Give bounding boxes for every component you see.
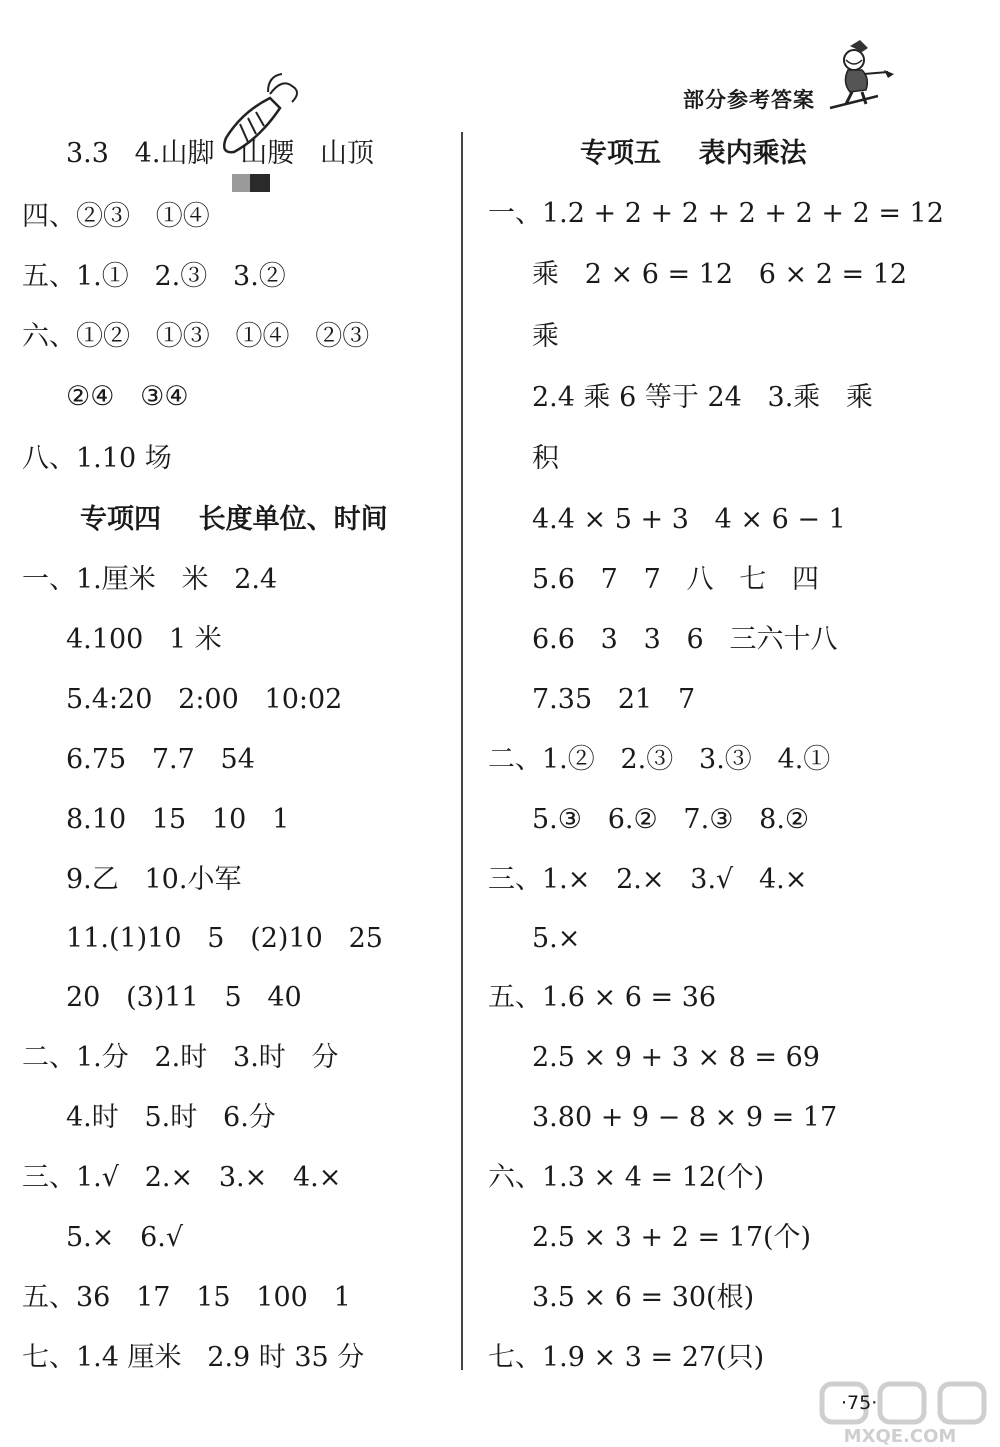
answer-line: 6.75 7.7 54 [66,744,255,775]
column-divider [461,132,463,1370]
page-header-title: 部分参考答案 [683,88,815,112]
answer-line: 11.(1)10 5 (2)10 25 [66,923,383,954]
answer-line: 2.5 × 9 + 3 × 8 = 69 [532,1042,820,1073]
answer-line: 乘 2 × 6 = 12 6 × 2 = 12 [532,259,908,290]
answer-line: 六、1.3 × 4 = 12(个) [488,1162,765,1193]
answer-line: 7.35 21 7 [532,684,696,715]
answer-line: 四、②③ ①④ [22,201,210,232]
answer-line: 6.6 3 3 6 三六十八 [532,624,838,655]
answer-line: 五、1.6 × 6 = 36 [488,982,717,1013]
answer-line: 3.5 × 6 = 30(根) [532,1282,755,1313]
answer-line: 七、1.9 × 3 = 27(只) [488,1342,765,1373]
skier-illustration [822,38,902,112]
answer-line: 2.5 × 3 + 2 = 17(个) [532,1222,812,1253]
answer-line: 4.100 1 米 [66,624,222,655]
watermark-text: MXQE.COM [843,1426,957,1446]
answer-line: 4.时 5.时 6.分 [66,1102,276,1133]
section-title: 专项四 长度单位、时间 [80,504,388,535]
answer-line: 2.4 乘 6 等于 24 3.乘 乘 [532,382,874,413]
page-number: ·75· [841,1392,878,1414]
answer-line: 八、1.10 场 [22,443,172,474]
answer-line: 5.× [532,923,581,954]
answer-line: 五、1.① 2.③ 3.② [22,261,286,292]
answer-line: 5.6 7 7 八 七 四 [532,564,820,595]
answer-line: 3.80 + 9 − 8 × 9 = 17 [532,1102,838,1133]
answer-line: 3.3 4.山脚 山腰 山顶 [66,138,374,169]
answer-line: 5.× 6.√ [66,1222,184,1253]
answer-line: 9.乙 10.小军 [66,864,242,895]
answer-line: 六、①② ①③ ①④ ②③ [22,321,370,352]
answer-line: 4.4 × 5 + 3 4 × 6 − 1 [532,504,846,535]
answer-line: 5.4:20 2:00 10:02 [66,684,343,715]
answer-line: 二、1.② 2.③ 3.③ 4.① [488,744,831,775]
answer-line: 一、1.2 + 2 + 2 + 2 + 2 + 2 = 12 [488,198,944,229]
scan-smudge [232,172,270,192]
section-title: 专项五 表内乘法 [580,138,807,169]
answer-line: 积 [532,443,559,474]
answer-line: 一、1.厘米 米 2.4 [22,564,278,595]
answer-line: 七、1.4 厘米 2.9 时 35 分 [22,1342,365,1373]
answer-line: 二、1.分 2.时 3.时 分 [22,1042,339,1073]
answer-line: 5.③ 6.② 7.③ 8.② [532,804,810,835]
answer-line: 乘 [532,321,559,352]
answer-line: 三、1.× 2.× 3.√ 4.× [488,864,808,895]
answer-line: 三、1.√ 2.× 3.× 4.× [22,1162,342,1193]
answer-line: ②④ ③④ [66,381,189,412]
site-watermark-logo [800,1380,998,1446]
answer-line: 8.10 15 10 1 [66,804,290,835]
answer-line: 20 (3)11 5 40 [66,982,302,1013]
answer-line: 五、36 17 15 100 1 [22,1282,351,1313]
